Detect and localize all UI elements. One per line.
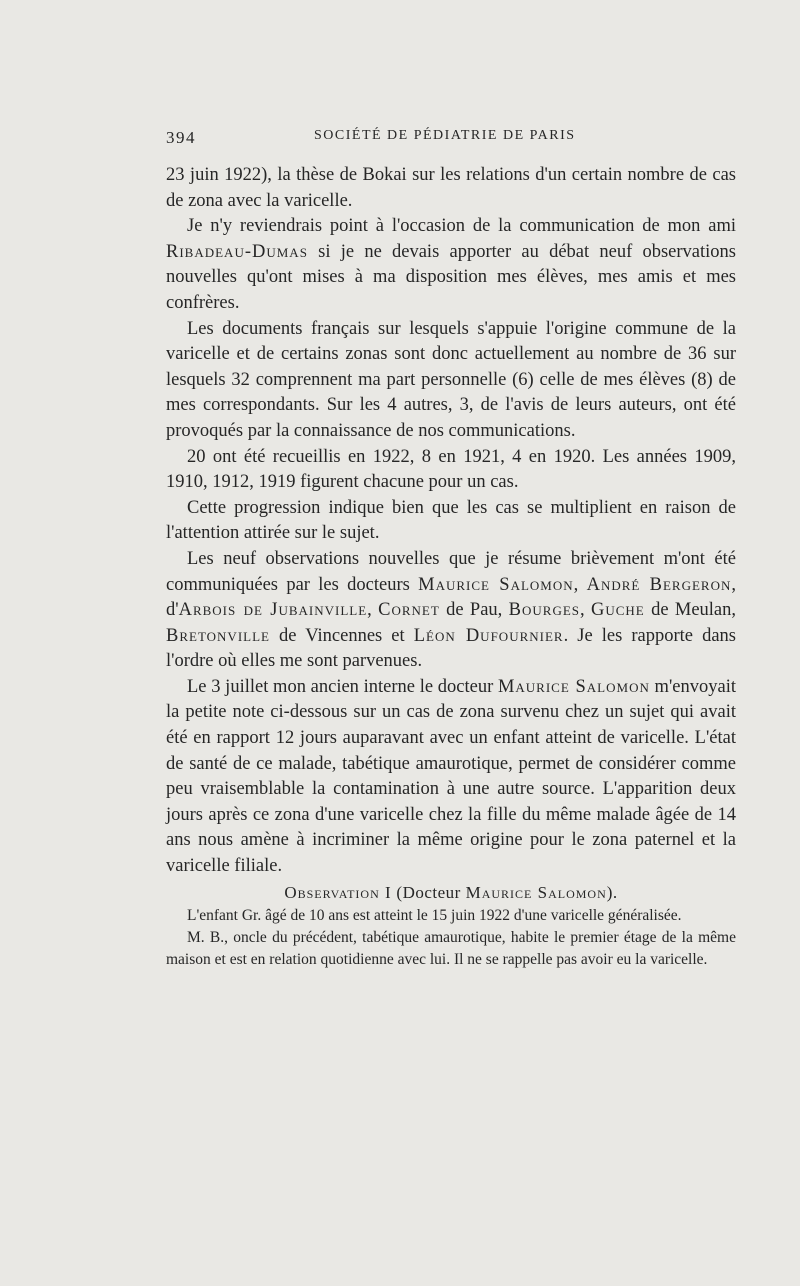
p6-text: Les neuf observations nouvelles que je résume brièvement m'ont été communiquées par les docteurs [166, 548, 736, 595]
p6-text: . Je les rapporte dans l'ordre où elles me sont parvenues. [166, 625, 736, 672]
doctor-name: André Bergeron [586, 574, 732, 595]
page-number: 394 [166, 128, 196, 147]
paragraph-4: 20 ont été recueillis en 1922, 8 en 1921, 4 en 1920. Les années 1909, 1910, 1912, 1919 figurent chacune pour un cas. [166, 446, 736, 493]
doctor-name: Arbois de Jubainville [178, 600, 368, 621]
observation-line: M. B., oncle du précédent, tabétique amaurotique, habite le premier étage de la même maison et est en relation quotidienne avec lui. Il ne se rappelle pas avoir eu la varicelle. [166, 929, 736, 969]
p6-text: de Meulan, [644, 600, 737, 621]
observation-heading [166, 880, 736, 906]
observation-line: L'enfant Gr. âgé de 10 ans est atteint le 15 juin 1922 d'une varicelle généralisée. [187, 907, 682, 925]
observation-label: Observation I [284, 882, 392, 902]
doctor-name: Guche [590, 600, 645, 621]
doctor-name: Bourges [508, 600, 581, 621]
doctor-name: Maurice Salomon [418, 574, 574, 595]
p2-lead: Je n'y reviendrais point à l'occasion de la communication de mon ami [187, 216, 736, 237]
observation-close: ). [606, 882, 618, 902]
paragraph-2 [166, 214, 736, 316]
observation-body [166, 905, 736, 971]
p6-text: , d' [166, 574, 736, 621]
observation-open: (Docteur [391, 882, 466, 902]
body-text [166, 163, 736, 971]
paragraph-3: Les documents français sur lesquels s'appuie l'origine commune de la varicelle et de certains zonas sont donc actuellement au nombre de 36 sur lesquels 32 comprennent ma part personnelle (6) celle de mes élèves (8) de mes correspondants. Sur les 4 autres, 3, de l'avis de leurs auteurs, ont été provoqués par la connaissance de nos communications. [166, 318, 736, 441]
paragraph-7 [166, 675, 736, 880]
running-title: SOCIÉTÉ DE PÉDIATRIE DE PARIS [314, 128, 576, 143]
paragraph-1: 23 juin 1922), la thèse de Bokai sur les relations d'un certain nombre de cas de zona avec la varicelle. [166, 165, 736, 211]
observation-doctor: Maurice Salomon [465, 882, 607, 902]
p6-text: , [367, 600, 379, 621]
p6-text: de Pau, [439, 600, 509, 621]
p6-text: , [573, 574, 587, 595]
p7-text: m'envoyait la petite note ci-dessous sur un cas de zona survenu chez un sujet qui avait été en rapport 12 jours auparavant avec un enfant atteint de varicelle. L'état de santé de ce malade, tabétique amaurotique, permet de considérer comme peu vraisemblable la contamination à une autre source. L'apparition deux jours après ce zona d'une varicelle chez la fille du même malade âgée de 14 ans nous amène à incriminer la même origine pour le zona paternel et la varicelle filiale. [166, 676, 736, 877]
author-name: Ribadeau-Dumas [166, 241, 308, 262]
p6-text: de Vincennes et [269, 625, 414, 646]
paragraph-6 [166, 547, 736, 675]
p2-rest: si je ne devais apporter au débat neuf observations nouvelles qu'ont mises à ma disposition mes élèves, mes amis et mes confrères. [166, 241, 736, 313]
p7-text: Le 3 juillet mon ancien interne le docteur [187, 676, 498, 697]
doctor-name: Bretonville [166, 625, 270, 646]
p6-text: , [580, 600, 591, 621]
doctor-name: Cornet [378, 600, 440, 621]
doctor-name: Léon Dufournier [413, 625, 564, 646]
doctor-name: Maurice Salomon [497, 676, 650, 697]
paragraph-5: Cette progression indique bien que les cas se multiplient en raison de l'attention attirée sur le sujet. [166, 497, 736, 544]
